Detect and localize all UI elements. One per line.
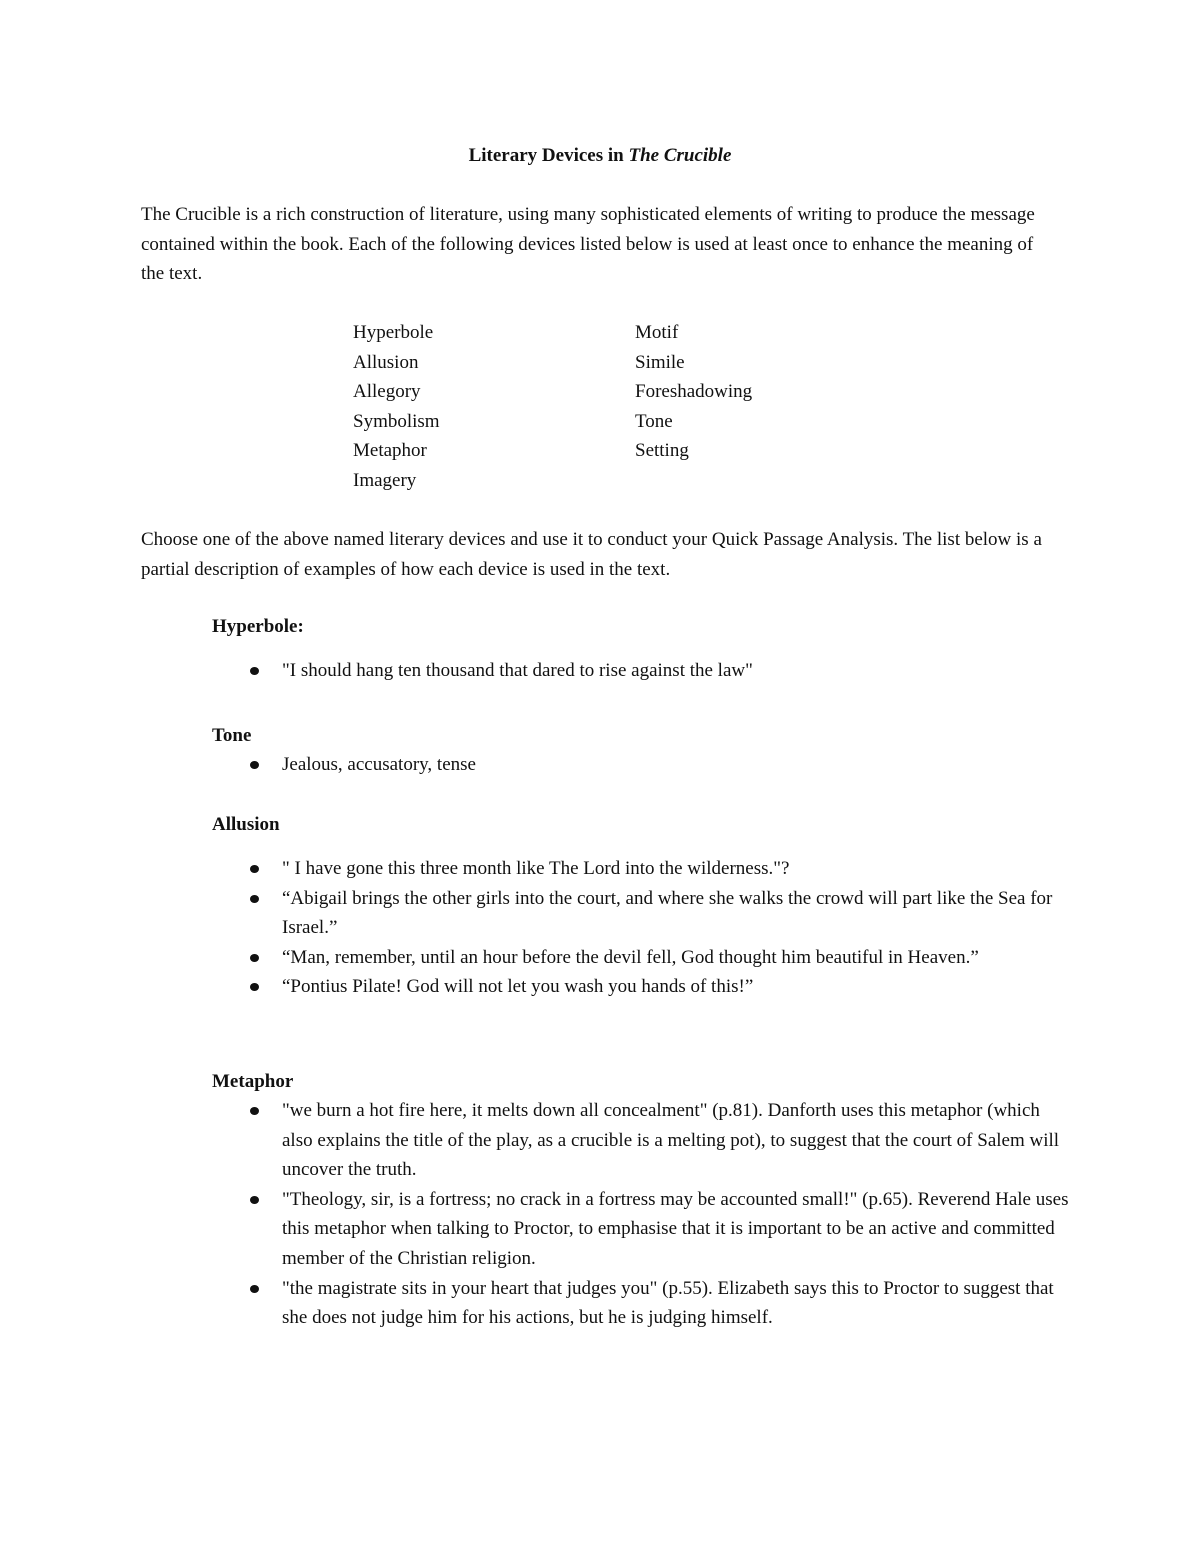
bullet-icon xyxy=(250,1285,259,1293)
bullet-icon xyxy=(250,1196,259,1204)
device-item: Foreshadowing xyxy=(635,381,753,403)
list-item xyxy=(212,656,1072,686)
bullet-list xyxy=(212,750,1072,780)
list-item-text: “Man, remember, until an hour before the devil fell, God thought him beautiful in Heaven.” xyxy=(282,946,979,968)
title-italic: The Crucible xyxy=(628,145,732,166)
device-item: Allegory xyxy=(353,381,421,403)
list-item-text: "I should hang ten thousand that dared to rise against the law" xyxy=(282,660,753,681)
list-item xyxy=(212,972,1072,1002)
list-item xyxy=(212,750,1072,780)
bullet-icon xyxy=(250,1107,259,1115)
list-item xyxy=(212,1096,1072,1185)
list-item-text: “Pontius Pilate! God will not let you wash you hands of this!” xyxy=(282,976,754,998)
bullet-icon xyxy=(250,865,259,873)
list-item xyxy=(212,884,1072,943)
section-heading: Metaphor xyxy=(212,1071,294,1092)
device-item: Motif xyxy=(635,322,679,343)
bullet-icon xyxy=(250,667,259,675)
device-item: Hyperbole xyxy=(353,322,434,343)
bullet-icon xyxy=(250,954,259,962)
instructions-paragraph: Choose one of the above named literary devices and use it to conduct your Quick Passage Analysis. The list below is a partial description of examples of how each device is used in the text. xyxy=(141,529,1042,580)
device-item: Allusion xyxy=(353,351,419,373)
device-item: Imagery xyxy=(353,469,417,491)
bullet-list xyxy=(212,854,1072,1002)
list-item-text: "the magistrate sits in your heart that judges you" (p.55). Elizabeth says this to Proctor to suggest that she does not judge him for his actions, but he is judging himself. xyxy=(282,1277,1054,1329)
list-item xyxy=(212,854,1072,884)
device-item: Symbolism xyxy=(353,410,440,432)
bullet-icon xyxy=(250,895,259,903)
section-heading: Tone xyxy=(212,725,252,746)
section-heading: Allusion xyxy=(212,814,280,835)
list-item-text: Jealous, accusatory, tense xyxy=(282,754,476,775)
bullet-list xyxy=(212,656,1072,686)
device-column-left xyxy=(353,318,613,496)
list-item xyxy=(212,943,1072,973)
section-tone xyxy=(212,723,1072,780)
bullet-icon xyxy=(250,983,259,991)
document-title xyxy=(0,143,1200,169)
device-item: Setting xyxy=(635,440,689,462)
section-allusion xyxy=(212,812,1072,1002)
bullet-list xyxy=(212,1096,1072,1333)
device-item: Simile xyxy=(635,351,685,373)
bullet-icon xyxy=(250,761,259,769)
list-item-text: "we burn a hot fire here, it melts down all concealment" (p.81). Danforth uses this metaphor (which also explains the title of the play, as a crucible is a melting pot), to suggest that the court of Salem will uncover the truth. xyxy=(282,1100,1060,1181)
list-item-text: "Theology, sir, is a fortress; no crack in a fortress may be accounted small!" (p.65). Reverend Hale uses this metaphor when talking to Proctor, to emphasise that it is important to be an active and committed member of the Christian religion. xyxy=(282,1188,1069,1269)
title-prefix: Literary Devices in xyxy=(468,145,629,166)
intro-paragraph: The Crucible is a rich construction of literature, using many sophisticated elements of writing to produce the message contained within the book. Each of the following devices listed below is used at least once to enhance the meaning of the text. xyxy=(141,204,1035,285)
section-heading: Hyperbole: xyxy=(212,616,304,637)
device-item: Metaphor xyxy=(353,440,427,462)
list-item xyxy=(212,1185,1072,1274)
section-hyperbole xyxy=(212,614,1072,686)
list-item-text: “Abigail brings the other girls into the court, and where she walks the crowd will part like the Sea for Israel.” xyxy=(282,887,1053,939)
device-item: Tone xyxy=(635,410,673,432)
device-column-right xyxy=(635,318,895,466)
list-item xyxy=(212,1274,1072,1333)
list-item-text: " I have gone this three month like The Lord into the wilderness."? xyxy=(282,858,790,879)
section-metaphor xyxy=(212,1069,1072,1333)
